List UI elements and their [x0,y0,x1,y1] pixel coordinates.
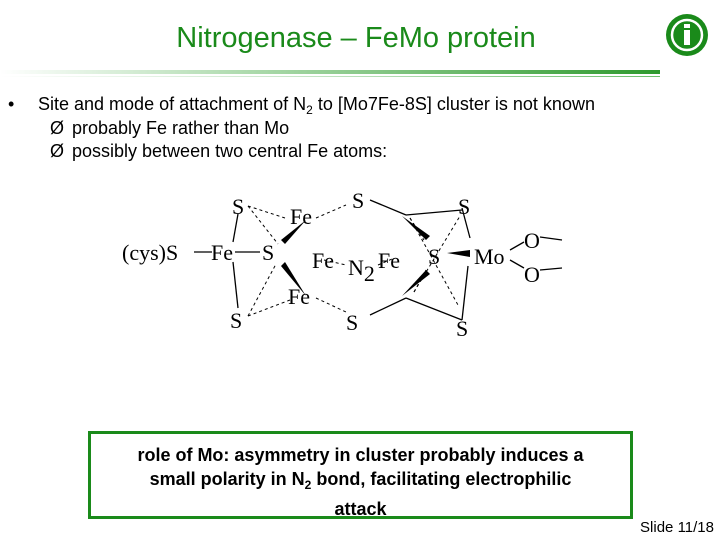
callout-box [88,431,633,519]
femo-cofactor-structure-diagram [110,180,590,345]
slide-title-text: Nitrogenase – FeMo protein [176,22,536,54]
atom-label-s: S [262,240,275,265]
callout-line: attack [334,499,387,519]
subpoint-item [50,117,289,140]
atom-label-fe: Fe [211,240,233,265]
atom-label-s: S [230,308,243,333]
atom-label-s: S [458,194,471,219]
atom-label-o: O [524,228,540,253]
title-underline [0,70,660,74]
atom-label-s: S [456,316,469,341]
atom-label-n2: N2 [348,255,375,286]
slide-title [0,22,720,55]
subpoint-text: possibly between two central Fe atoms: [72,141,388,161]
green-circle-emblem-icon [664,12,710,58]
atom-label-fe: Fe [290,204,312,229]
atom-label-s: S [428,244,441,269]
arrow-bullet-icon: Ø [50,118,65,138]
atom-label-o: O [524,262,540,287]
subpoint-text: probably Fe rather than Mo [72,118,290,138]
title-underline-thin [0,76,660,77]
bullet-marker: • [8,94,15,114]
atom-label-s: S [352,188,365,213]
arrow-bullet-icon: Ø [50,141,65,161]
callout-line: role of Mo: asymmetry in cluster probably induces a [137,445,584,465]
atom-label-s: S [232,194,245,219]
callout-line: small polarity in $N_2$ bond, facilitating electrophilic [149,469,572,492]
atom-label-fe: Fe [288,284,310,309]
atom-label-fe: Fe [312,248,334,273]
atom-label-fe: Fe [378,248,400,273]
atom-label-mo: Mo [474,244,505,269]
slide-number: Slide 11/18 [640,519,714,536]
atom-label-cys-s: (cys)S [122,240,179,265]
bullet-text: Site and mode of attachment of $N_2$ to [Mo7Fe-8S] cluster is not known [38,94,595,117]
subpoint-item [50,140,387,163]
atom-label-s: S [346,310,359,335]
